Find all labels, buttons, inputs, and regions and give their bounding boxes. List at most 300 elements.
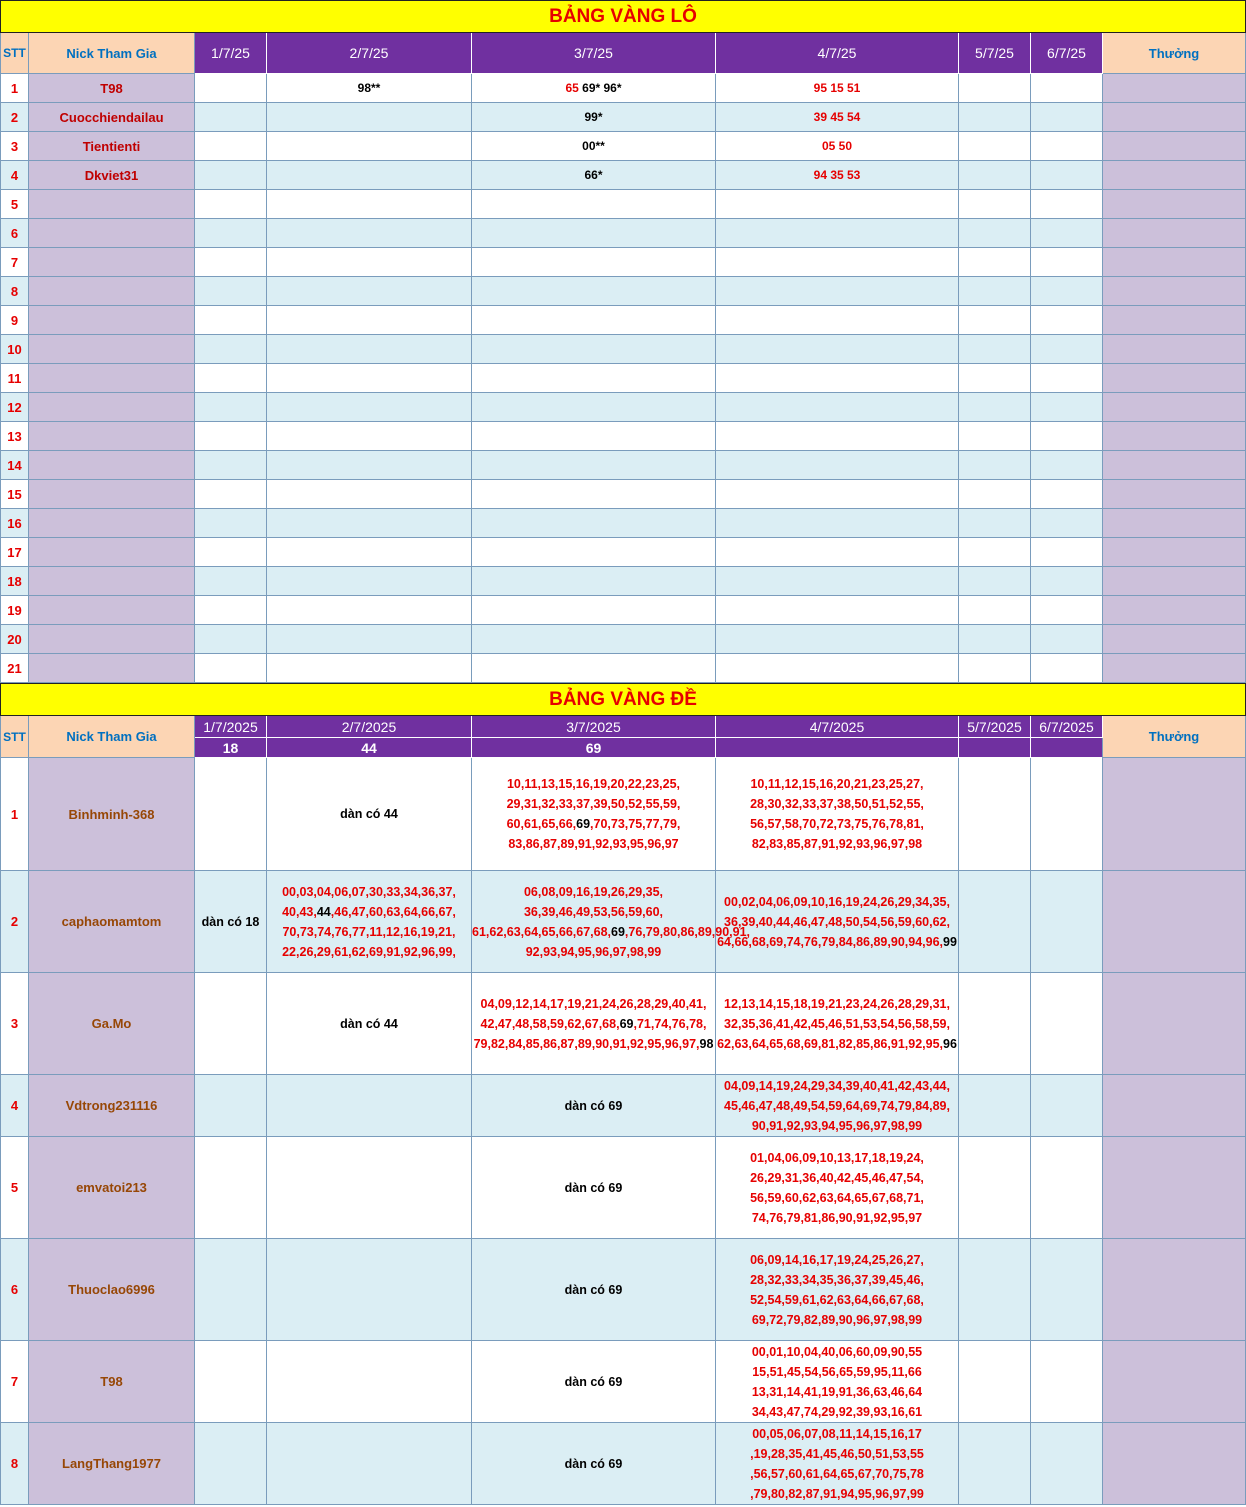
cell-date-6 — [1031, 596, 1103, 625]
lo-header-date-3: 3/7/25 — [472, 33, 716, 74]
dan-segment: 69,72,79,82,89,90,96,97,98,99 — [751, 1312, 923, 1327]
lo-row — [1, 625, 1246, 654]
row-nick — [29, 538, 195, 567]
de-row — [1, 758, 1246, 871]
cell-date-6 — [1031, 758, 1103, 871]
cell-thuong — [1103, 422, 1246, 451]
row-nick: Dkviet31 — [29, 161, 195, 190]
cell-date-6 — [1031, 1075, 1103, 1137]
cell-date-2 — [267, 364, 472, 393]
de-row — [1, 1075, 1246, 1137]
dan-segment: 52,54,59,61,62,63,64,66,67,68, — [750, 1292, 924, 1307]
cell-date-1 — [195, 248, 267, 277]
cell-date-1 — [195, 422, 267, 451]
cell-date-4 — [716, 871, 959, 973]
dan-segment: 04,09,12,14,17,19,21,24,26,28,29,40,41, — [480, 996, 707, 1011]
row-nick — [29, 422, 195, 451]
row-stt: 20 — [1, 625, 29, 654]
cell-date-4: 95 15 51 — [716, 74, 959, 103]
cell-date-2 — [267, 973, 472, 1075]
lo-header-date-4: 4/7/25 — [716, 33, 959, 74]
row-nick — [29, 335, 195, 364]
dan-match: 69 — [619, 1016, 634, 1031]
cell-date-4 — [716, 364, 959, 393]
cell-date-1 — [195, 132, 267, 161]
cell-date-5 — [959, 335, 1031, 364]
lo-row — [1, 248, 1246, 277]
cell-date-5 — [959, 451, 1031, 480]
dan-segment: ,70,73,75,77,79, — [590, 817, 681, 831]
lo-row — [1, 219, 1246, 248]
cell-date-6 — [1031, 625, 1103, 654]
row-nick: Vdtrong231116 — [29, 1075, 195, 1137]
de-row — [1, 1341, 1246, 1423]
row-stt: 1 — [1, 758, 29, 871]
cell-date-3 — [472, 509, 716, 538]
dan-segment: 92,93,94,95,96,97,98,99 — [525, 944, 662, 959]
cell-date-4 — [716, 596, 959, 625]
row-nick — [29, 219, 195, 248]
de-header-date-2: 2/7/2025 — [267, 716, 472, 738]
dan-segment: 32,35,36,41,42,45,46,51,53,54,56,58,59, — [724, 1016, 950, 1031]
cell-date-1 — [195, 161, 267, 190]
row-nick — [29, 654, 195, 683]
cell-date-4 — [716, 567, 959, 596]
lo-row — [1, 654, 1246, 683]
cell-date-5 — [959, 625, 1031, 654]
dan-summary: dàn có 69 — [564, 1180, 623, 1195]
dan-segment: 83,86,87,89,91,92,93,95,96,97 — [508, 837, 679, 851]
cell-date-3-rest: 00** — [582, 138, 605, 153]
cell-date-4 — [716, 480, 959, 509]
lo-row — [1, 509, 1246, 538]
lo-header-date-2: 2/7/25 — [267, 33, 472, 74]
row-stt: 8 — [1, 277, 29, 306]
dan-match: 69 — [576, 817, 591, 831]
row-stt: 13 — [1, 422, 29, 451]
row-stt: 11 — [1, 364, 29, 393]
cell-date-3 — [472, 219, 716, 248]
lo-row — [1, 306, 1246, 335]
cell-date-4: 94 35 53 — [716, 161, 959, 190]
dan-segment: 28,30,32,33,37,38,50,51,52,55, — [750, 797, 924, 811]
row-nick: caphaomamtom — [29, 871, 195, 973]
row-stt: 17 — [1, 538, 29, 567]
cell-date-3 — [472, 335, 716, 364]
cell-date-3 — [472, 973, 716, 1075]
cell-date-3 — [472, 596, 716, 625]
row-stt: 7 — [1, 1341, 29, 1423]
cell-date-3 — [472, 161, 716, 190]
lo-row — [1, 364, 1246, 393]
cell-date-5 — [959, 74, 1031, 103]
lo-table — [0, 0, 1246, 683]
cell-date-4 — [716, 538, 959, 567]
row-nick — [29, 364, 195, 393]
cell-date-4 — [716, 1075, 959, 1137]
cell-thuong — [1103, 509, 1246, 538]
cell-thuong — [1103, 973, 1246, 1075]
cell-thuong — [1103, 1423, 1246, 1505]
row-nick: LangThang1977 — [29, 1423, 195, 1505]
row-stt: 2 — [1, 871, 29, 973]
row-nick — [29, 306, 195, 335]
cell-date-3-hit: 65 — [565, 80, 579, 95]
de-result-2: 44 — [267, 738, 472, 758]
lo-header-date-1: 1/7/25 — [195, 33, 267, 74]
cell-date-2 — [267, 248, 472, 277]
dan-segment: 56,59,60,62,63,64,65,67,68,71, — [750, 1190, 924, 1205]
dan-summary: dàn có 44 — [340, 807, 398, 821]
cell-date-1 — [195, 190, 267, 219]
de-header-date-6: 6/7/2025 — [1031, 716, 1103, 738]
cell-date-2 — [267, 654, 472, 683]
cell-date-6 — [1031, 1239, 1103, 1341]
cell-thuong — [1103, 1239, 1246, 1341]
row-stt: 7 — [1, 248, 29, 277]
cell-date-5 — [959, 277, 1031, 306]
dan-segment: 42,47,48,58,59,62,67,68, — [480, 1016, 620, 1031]
row-nick — [29, 248, 195, 277]
cell-date-1 — [195, 364, 267, 393]
de-result-6 — [1031, 738, 1103, 758]
cell-date-2 — [267, 1137, 472, 1239]
cell-date-1 — [195, 393, 267, 422]
cell-date-2 — [267, 758, 472, 871]
cell-date-1 — [195, 654, 267, 683]
cell-date-6 — [1031, 422, 1103, 451]
cell-date-1 — [195, 625, 267, 654]
cell-date-3 — [472, 538, 716, 567]
cell-date-3 — [472, 1239, 716, 1341]
row-stt: 6 — [1, 1239, 29, 1341]
cell-date-4 — [716, 509, 959, 538]
cell-date-5 — [959, 509, 1031, 538]
cell-date-3 — [472, 480, 716, 509]
row-nick — [29, 277, 195, 306]
cell-date-1 — [195, 277, 267, 306]
cell-date-6 — [1031, 393, 1103, 422]
dan-segment: 15,51,45,54,56,65,59,95,11,66 — [752, 1364, 922, 1379]
cell-date-4: 39 45 54 — [716, 103, 959, 132]
cell-thuong — [1103, 219, 1246, 248]
row-nick: T98 — [29, 1341, 195, 1423]
de-header-date-1: 1/7/2025 — [195, 716, 267, 738]
dan-match: 69 — [611, 924, 625, 939]
cell-thuong — [1103, 1075, 1246, 1137]
dan-segment: 61,62,63,64,65,66,67,68, — [472, 924, 612, 939]
cell-thuong — [1103, 161, 1246, 190]
cell-date-3 — [472, 74, 716, 103]
cell-date-5 — [959, 871, 1031, 973]
dan-segment: 00,02,04,06,09,10,16,19,24,26,29,34,35, — [724, 894, 950, 909]
cell-date-1 — [195, 1137, 267, 1239]
lo-header-thuong: Thưởng — [1103, 33, 1246, 74]
row-stt: 16 — [1, 509, 29, 538]
cell-date-1 — [195, 1341, 267, 1423]
cell-date-6 — [1031, 509, 1103, 538]
dan-segment: ,56,57,60,61,64,65,67,70,75,78 — [750, 1466, 924, 1481]
row-stt: 3 — [1, 973, 29, 1075]
dan-segment: 00,01,10,04,40,06,60,09,90,55 — [751, 1344, 923, 1359]
cell-date-5 — [959, 1239, 1031, 1341]
dan-segment: 64,66,68,69,74,76,79,84,86,89,90,94,96, — [717, 934, 943, 949]
row-nick: Ga.Mo — [29, 973, 195, 1075]
dan-segment: 29,31,32,33,37,39,50,52,55,59, — [506, 797, 681, 811]
dan-segment: 36,39,46,49,53,56,59,60, — [523, 904, 663, 919]
cell-thuong — [1103, 567, 1246, 596]
dan-match: 44 — [316, 904, 331, 919]
row-nick — [29, 567, 195, 596]
dan-segment: 79,82,84,85,86,87,89,90,91,92,95,96,97, — [473, 1036, 700, 1051]
lo-row — [1, 422, 1246, 451]
de-header-thuong: Thưởng — [1103, 716, 1246, 758]
cell-date-5 — [959, 161, 1031, 190]
cell-date-6 — [1031, 132, 1103, 161]
cell-date-6 — [1031, 306, 1103, 335]
cell-date-5 — [959, 1075, 1031, 1137]
dan-segment: 12,13,14,15,18,19,21,23,24,26,28,29,31, — [724, 996, 950, 1011]
cell-date-6 — [1031, 871, 1103, 973]
cell-thuong — [1103, 871, 1246, 973]
dan-segment: 36,39,40,44,46,47,48,50,54,56,59,60,62, — [724, 914, 950, 929]
row-nick: Binhminh-368 — [29, 758, 195, 871]
dan-segment: 82,83,85,87,91,92,93,96,97,98 — [751, 837, 923, 851]
cell-date-6 — [1031, 538, 1103, 567]
cell-date-2 — [267, 596, 472, 625]
row-stt: 6 — [1, 219, 29, 248]
cell-date-3 — [472, 871, 751, 973]
cell-date-2 — [267, 1423, 472, 1505]
dan-segment: 60,61,65,66, — [506, 817, 577, 831]
dan-segment: ,46,47,60,63,64,66,67, — [330, 904, 456, 919]
cell-date-5 — [959, 973, 1031, 1075]
row-nick: emvatoi213 — [29, 1137, 195, 1239]
cell-date-1 — [195, 451, 267, 480]
dan-segment: 13,31,14,41,19,91,36,63,46,64 — [751, 1384, 923, 1399]
cell-date-5 — [959, 364, 1031, 393]
de-row — [1, 1423, 1246, 1505]
cell-date-6 — [1031, 1423, 1103, 1505]
cell-date-5 — [959, 306, 1031, 335]
cell-date-4 — [716, 758, 959, 871]
cell-date-2: 98** — [267, 74, 472, 103]
lo-row — [1, 596, 1246, 625]
dan-match: 96 — [943, 1036, 957, 1051]
row-stt: 8 — [1, 1423, 29, 1505]
cell-date-2 — [267, 393, 472, 422]
cell-thuong — [1103, 538, 1246, 567]
lo-row — [1, 161, 1246, 190]
dan-segment: 40,43, — [282, 904, 317, 919]
cell-date-1 — [195, 567, 267, 596]
cell-date-5 — [959, 103, 1031, 132]
cell-date-4 — [716, 219, 959, 248]
row-stt: 4 — [1, 1075, 29, 1137]
row-stt: 18 — [1, 567, 29, 596]
dan-segment: 10,11,13,15,16,19,20,22,23,25, — [506, 777, 681, 791]
cell-thuong — [1103, 393, 1246, 422]
cell-date-6 — [1031, 161, 1103, 190]
de-row — [1, 871, 1246, 973]
row-stt: 5 — [1, 1137, 29, 1239]
lo-row — [1, 335, 1246, 364]
dan-match: 98 — [699, 1036, 714, 1051]
cell-date-2 — [267, 625, 472, 654]
cell-date-5 — [959, 190, 1031, 219]
cell-date-4 — [716, 248, 959, 277]
lo-title: BẢNG VÀNG LÔ — [1, 1, 1246, 33]
cell-thuong — [1103, 306, 1246, 335]
row-nick: Thuoclao6996 — [29, 1239, 195, 1341]
cell-date-5 — [959, 422, 1031, 451]
cell-date-1 — [195, 538, 267, 567]
cell-date-3 — [472, 277, 716, 306]
dan-summary: dàn có 18 — [201, 914, 260, 929]
cell-date-5 — [959, 538, 1031, 567]
dan-segment: 00,05,06,07,08,11,14,15,16,17 — [752, 1426, 922, 1441]
cell-date-3 — [472, 364, 716, 393]
cell-thuong — [1103, 654, 1246, 683]
lo-header-nick: Nick Tham Gia — [29, 33, 195, 74]
cell-date-4 — [716, 422, 959, 451]
cell-date-5 — [959, 596, 1031, 625]
cell-date-5 — [959, 654, 1031, 683]
row-nick — [29, 625, 195, 654]
cell-date-2 — [267, 190, 472, 219]
cell-date-4: 05 50 — [716, 132, 959, 161]
de-header-date-4: 4/7/2025 — [716, 716, 959, 738]
dan-summary: dàn có 69 — [564, 1374, 623, 1389]
cell-date-2 — [267, 306, 472, 335]
cell-date-2 — [267, 103, 472, 132]
cell-date-1 — [195, 871, 267, 973]
row-stt: 1 — [1, 74, 29, 103]
row-nick — [29, 596, 195, 625]
lo-row — [1, 277, 1246, 306]
cell-thuong — [1103, 277, 1246, 306]
cell-date-4 — [716, 654, 959, 683]
cell-date-6 — [1031, 654, 1103, 683]
row-stt: 12 — [1, 393, 29, 422]
cell-date-3 — [472, 422, 716, 451]
cell-date-1 — [195, 509, 267, 538]
row-stt: 15 — [1, 480, 29, 509]
cell-date-5 — [959, 248, 1031, 277]
cell-date-6 — [1031, 74, 1103, 103]
cell-thuong — [1103, 480, 1246, 509]
cell-date-4 — [716, 335, 959, 364]
cell-date-4 — [716, 1137, 959, 1239]
cell-thuong — [1103, 364, 1246, 393]
cell-date-1 — [195, 1075, 267, 1137]
cell-date-4 — [716, 1423, 959, 1505]
cell-thuong — [1103, 74, 1246, 103]
cell-date-2 — [267, 480, 472, 509]
cell-date-4 — [716, 451, 959, 480]
cell-date-6 — [1031, 451, 1103, 480]
cell-date-3 — [472, 1423, 716, 1505]
cell-date-2 — [267, 871, 472, 973]
cell-date-2 — [267, 567, 472, 596]
de-header-date-5: 5/7/2025 — [959, 716, 1031, 738]
de-result-5 — [959, 738, 1031, 758]
lo-row — [1, 567, 1246, 596]
dan-summary: dàn có 69 — [564, 1098, 623, 1113]
dan-summary: dàn có 44 — [340, 1016, 398, 1031]
de-table — [0, 683, 1246, 1505]
cell-date-5 — [959, 393, 1031, 422]
lo-row — [1, 480, 1246, 509]
lo-row — [1, 74, 1246, 103]
cell-date-5 — [959, 1137, 1031, 1239]
dan-segment: 74,76,79,81,86,90,91,92,95,97 — [751, 1210, 923, 1225]
cell-thuong — [1103, 190, 1246, 219]
dan-segment: 10,11,12,15,16,20,21,23,25,27, — [750, 777, 924, 791]
cell-date-3-rest: 69* 96* — [582, 80, 622, 95]
dan-segment: 28,32,33,34,35,36,37,39,45,46, — [750, 1272, 924, 1287]
de-header-nick: Nick Tham Gia — [29, 716, 195, 758]
cell-thuong — [1103, 625, 1246, 654]
cell-date-2 — [267, 132, 472, 161]
cell-thuong — [1103, 1137, 1246, 1239]
cell-thuong — [1103, 596, 1246, 625]
cell-date-3 — [472, 567, 716, 596]
cell-date-4 — [716, 973, 959, 1075]
row-stt: 21 — [1, 654, 29, 683]
dan-segment: 04,09,14,19,24,29,34,39,40,41,42,43,44, — [724, 1078, 950, 1093]
dan-segment: ,76,79,80,86,89,90,91, — [624, 924, 751, 939]
cell-date-5 — [959, 1341, 1031, 1423]
cell-date-3 — [472, 758, 716, 871]
de-row — [1, 1137, 1246, 1239]
cell-date-1 — [195, 596, 267, 625]
cell-date-6 — [1031, 567, 1103, 596]
dan-segment: 56,57,58,70,72,73,75,76,78,81, — [750, 817, 924, 831]
cell-date-3 — [472, 248, 716, 277]
cell-thuong — [1103, 451, 1246, 480]
cell-date-3-rest: 66* — [584, 167, 603, 182]
row-stt: 2 — [1, 103, 29, 132]
cell-date-3-rest: 99* — [584, 109, 603, 124]
cell-date-2 — [267, 1341, 472, 1423]
cell-date-3 — [472, 393, 716, 422]
row-stt: 3 — [1, 132, 29, 161]
row-stt: 10 — [1, 335, 29, 364]
cell-date-6 — [1031, 219, 1103, 248]
cell-date-6 — [1031, 335, 1103, 364]
de-result-1: 18 — [195, 738, 267, 758]
cell-date-6 — [1031, 1137, 1103, 1239]
dan-segment: 34,43,47,74,29,92,39,93,16,61 — [751, 1404, 923, 1419]
row-nick — [29, 509, 195, 538]
cell-thuong — [1103, 1341, 1246, 1423]
cell-thuong — [1103, 335, 1246, 364]
row-nick — [29, 451, 195, 480]
cell-date-4 — [716, 1341, 959, 1423]
cell-date-1 — [195, 306, 267, 335]
dan-segment: 06,09,14,16,17,19,24,25,26,27, — [750, 1252, 924, 1267]
row-stt: 14 — [1, 451, 29, 480]
row-nick: Tientienti — [29, 132, 195, 161]
dan-segment: 45,46,47,48,49,54,59,64,69,74,79,84,89, — [724, 1098, 950, 1113]
cell-date-2 — [267, 538, 472, 567]
cell-date-6 — [1031, 1341, 1103, 1423]
cell-date-5 — [959, 758, 1031, 871]
cell-thuong — [1103, 248, 1246, 277]
row-stt: 19 — [1, 596, 29, 625]
cell-date-3 — [472, 1341, 716, 1423]
